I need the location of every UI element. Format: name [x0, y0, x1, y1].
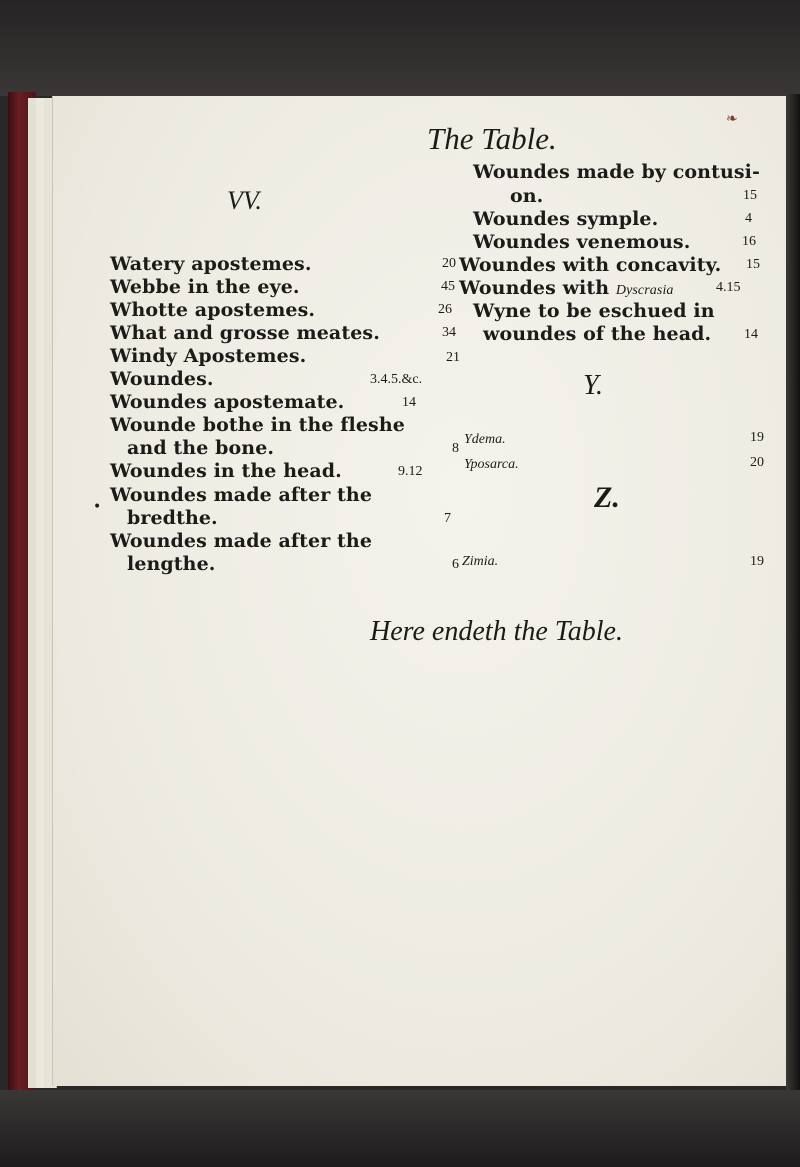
entry-page: 19: [750, 554, 764, 569]
entry-page: 26: [438, 302, 452, 317]
entry-text: Windy Apostemes.: [110, 345, 307, 367]
scan-background-top: [0, 0, 800, 96]
entry-text: Woundes symple.: [473, 208, 659, 230]
margin-dot: •: [93, 499, 102, 515]
book-right-rim: [786, 94, 800, 1090]
entry-page: 8: [452, 441, 459, 456]
entry-text: Woundes with concavity.: [459, 254, 722, 276]
entry-text: Woundes apostemate.: [110, 391, 345, 413]
ornament-icon: ❧: [726, 111, 738, 127]
entry-text: on.: [510, 185, 544, 207]
entry-text: Zimia.: [462, 554, 499, 569]
entry-page: 6: [452, 557, 459, 572]
entry-page: 3.4.5.&c.: [370, 372, 423, 387]
entry-text: Woundes in the head.: [110, 460, 342, 482]
entry-page: 19: [750, 430, 764, 445]
entry-text: lengthe.: [127, 553, 216, 575]
entry-text: and the bone.: [127, 437, 275, 459]
entry-text: Woundes.: [110, 368, 214, 390]
entry-text: Woundes venemous.: [473, 231, 691, 253]
entry-page: 16: [742, 234, 756, 249]
entry-page: 45: [441, 279, 455, 294]
entry-text: Watery apostemes.: [110, 253, 312, 275]
entry-text: Woundes made after the: [110, 484, 373, 506]
entry-page: 34: [442, 325, 456, 340]
entry-text: Yposarca.: [464, 457, 519, 472]
entry-text: Ydema.: [464, 432, 506, 447]
entry-text: What and grosse meates.: [110, 322, 380, 344]
section-letter-vv: VV.: [227, 186, 262, 215]
entry-page: 4: [745, 211, 752, 226]
section-letter-z: Z.: [594, 481, 620, 514]
entry-page: 14: [402, 395, 416, 410]
entry-page: 20: [750, 455, 764, 470]
entry-page: 14: [744, 327, 758, 342]
entry-text: [459, 279, 674, 298]
entry-text: Webbe in the eye.: [110, 276, 300, 298]
entry-text: woundes of the head.: [483, 323, 712, 345]
entry-page: 20: [442, 256, 456, 271]
entry-page: 15: [746, 257, 760, 272]
scan-background-bottom: [0, 1090, 800, 1167]
entry-page: 21: [446, 350, 460, 365]
entry-text: Woundes made by contusi-: [473, 161, 760, 183]
entry-page: 15: [743, 188, 757, 203]
entry-page: 9.12: [398, 464, 423, 479]
entry-text: Wyne to be eschued in: [473, 300, 715, 322]
entry-text-prefix: Woundes with: [459, 277, 616, 299]
page-heading: The Table.: [427, 121, 557, 156]
entry-text: Whotte apostemes.: [110, 299, 316, 321]
entry-text: bredthe.: [127, 507, 218, 529]
entry-text-italic: Dyscrasia: [615, 283, 674, 298]
section-letter-y: Y.: [583, 370, 604, 401]
entry-page: 4.15: [716, 280, 741, 295]
entry-page: 7: [444, 511, 451, 526]
entry-text: Woundes made after the: [110, 530, 373, 552]
page-footer: Here endeth the Table.: [370, 616, 623, 647]
entry-text: Wounde bothe in the fleshe: [110, 414, 405, 436]
